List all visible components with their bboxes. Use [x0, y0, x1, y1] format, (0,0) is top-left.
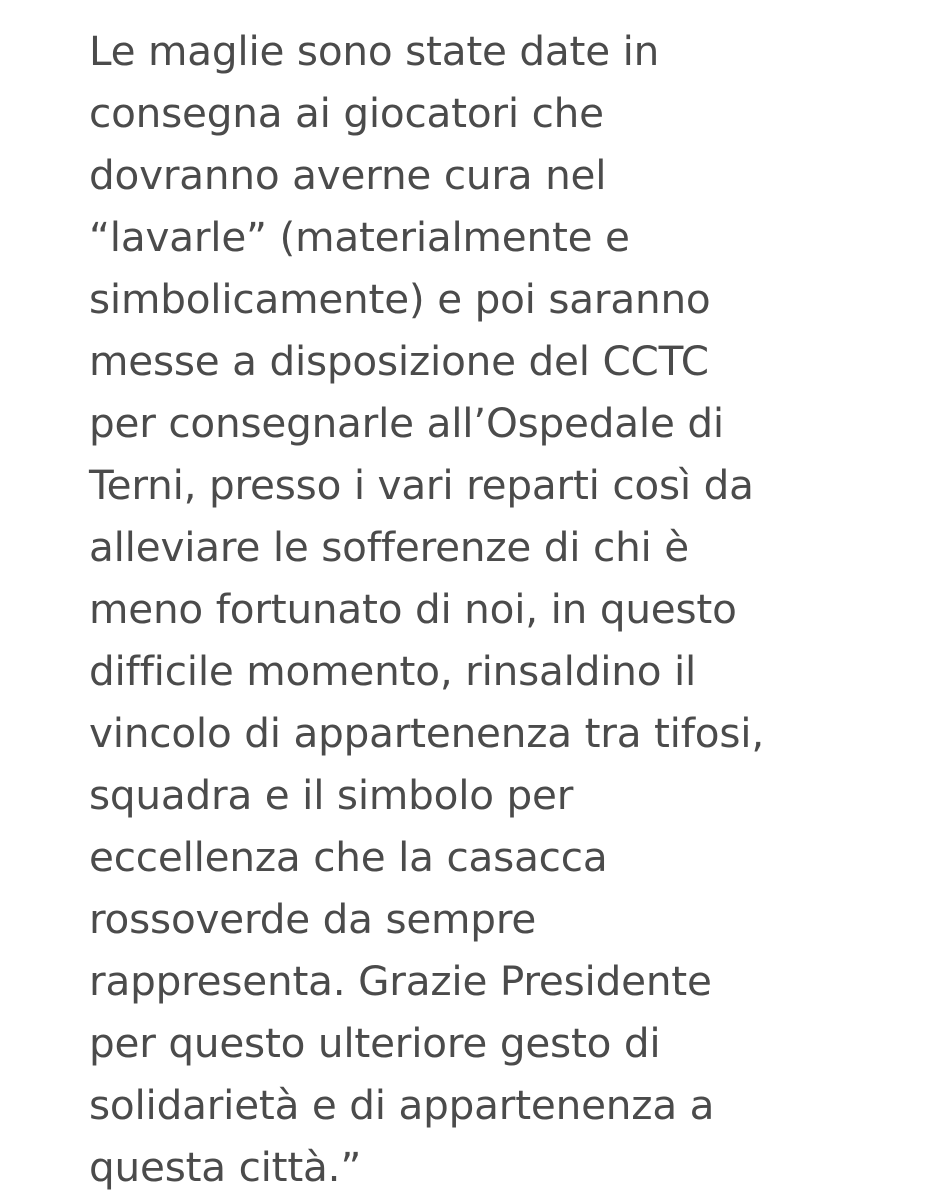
paragraph-line: per questo ulteriore gesto di — [89, 1019, 661, 1067]
paragraph-line: questa città.” — [89, 1143, 362, 1191]
paragraph-line: dovranno averne cura nel — [89, 151, 607, 199]
paragraph-line: messe a disposizione del CCTC — [89, 337, 709, 385]
paragraph-line: simbolicamente) e poi saranno — [89, 275, 711, 323]
paragraph-line: “lavarle” (materialmente e — [89, 213, 630, 261]
paragraph-line: Terni, presso i vari reparti così da — [89, 461, 754, 509]
paragraph-line: consegna ai giocatori che — [89, 89, 604, 137]
article-paragraph — [89, 20, 889, 1198]
paragraph-line: per consegnarle all’Ospedale di — [89, 399, 724, 447]
paragraph-line: squadra e il simbolo per — [89, 771, 574, 819]
paragraph-line: vincolo di appartenenza tra tifosi, — [89, 709, 764, 757]
paragraph-line: alleviare le sofferenze di chi è — [89, 523, 689, 571]
paragraph-line: difficile momento, rinsaldino il — [89, 647, 697, 695]
paragraph-line: meno fortunato di noi, in questo — [89, 585, 737, 633]
paragraph-line: eccellenza che la casacca — [89, 833, 608, 881]
paragraph-line: solidarietà e di appartenenza a — [89, 1081, 715, 1129]
paragraph-line: rossoverde da sempre — [89, 895, 537, 943]
paragraph-line: rappresenta. Grazie Presidente — [89, 957, 712, 1005]
paragraph-line: Le maglie sono state date in — [89, 27, 660, 75]
